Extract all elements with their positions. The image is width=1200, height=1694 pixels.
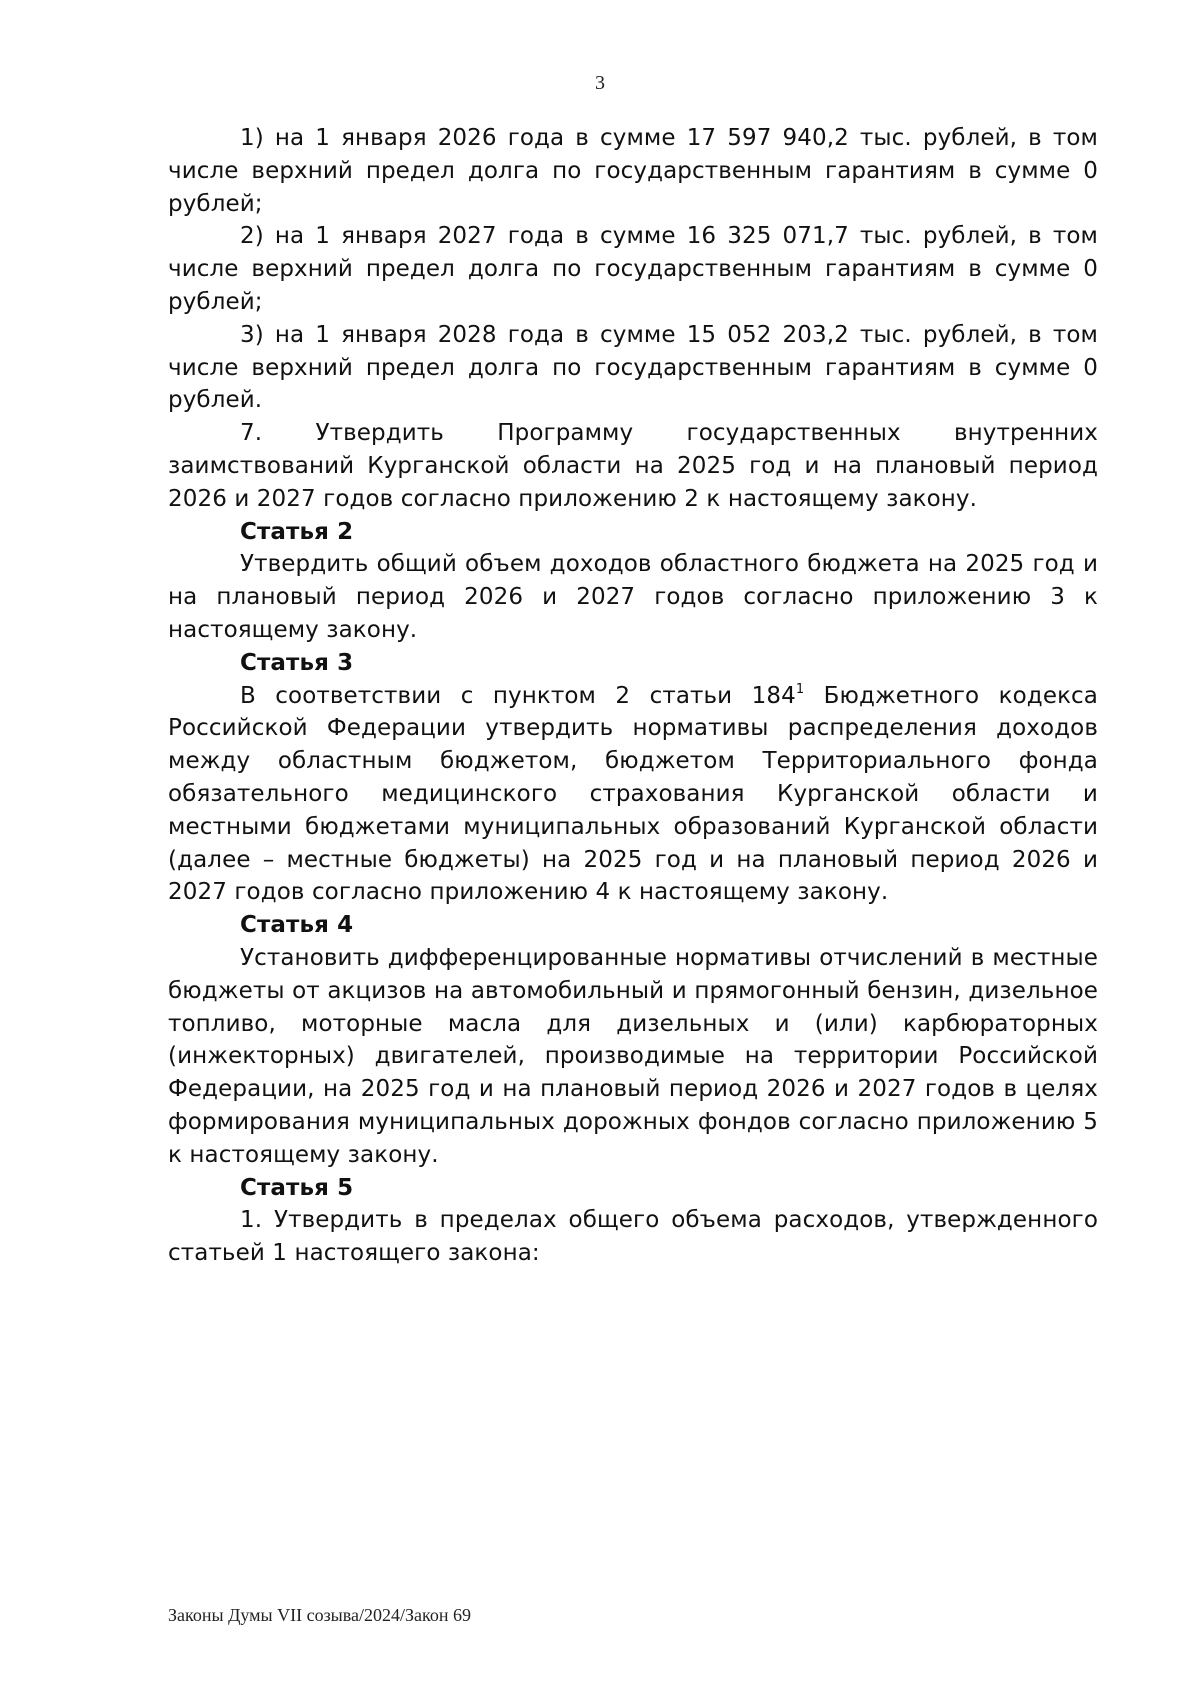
article-4-text: Установить дифференцированные нормативы отчислений в местные бюджеты от акцизов на автомобильный и прямогонный бензин, дизельное топливо, моторные масла для дизельных и (или) карбюраторных (инжекторных) двигателей, производимые на территории Российской Федерации, на 2025 год и на плановый период 2026 и 2027 годов в целях формирования муниципальных дорожных фондов согласно приложению 5 к настоящему закону. bbox=[168, 944, 1098, 1168]
footer-reference: Законы Думы VII созыва/2024/Закон 69 bbox=[168, 1605, 471, 1625]
page-number: 3 bbox=[595, 72, 605, 94]
document-body bbox=[168, 122, 1098, 1270]
article-4-heading: Статья 4 bbox=[240, 912, 354, 939]
article-2-heading: Статья 2 bbox=[240, 518, 354, 545]
item-7-paragraph: 7. Утвердить Программу государственных внутренних заимствований Курганской области на 2025 год и на плановый период 2026 и 2027 годов согласно приложению 2 к настоящему закону. bbox=[168, 420, 1098, 512]
article-3-text bbox=[168, 680, 1098, 910]
article-3-text-before: В соответствии с пунктом 2 статьи 184 bbox=[240, 682, 796, 709]
debt-item-2: 2) на 1 января 2027 года в сумме 16 325 071,7 тыс. рублей, в том числе верхний предел долга по государственным гарантиям в сумме 0 рублей; bbox=[168, 223, 1098, 315]
article-2-text: Утвердить общий объем доходов областного бюджета на 2025 год и на плановый период 2026 и 2027 годов согласно приложению 3 к настоящему закону. bbox=[168, 551, 1098, 643]
article-3-heading: Статья 3 bbox=[240, 649, 354, 676]
article-5-heading: Статья 5 bbox=[240, 1174, 354, 1201]
debt-item-1: 1) на 1 января 2026 года в сумме 17 597 940,2 тыс. рублей, в том числе верхний предел долга по государственным гарантиям в сумме 0 рублей; bbox=[168, 125, 1098, 217]
article-3-text-after: Бюджетного кодекса Российской Федерации утвердить нормативы распределения доходов между областным бюджетом, бюджетом Территориального фонда обязательного медицинского страхования Курганской области и местными бюджетами муниципальных образований Курганской области (далее – местные бюджеты) на 2025 год и на плановый период 2026 и 2027 годов согласно приложению 4 к настоящему закону. bbox=[168, 682, 1098, 906]
article-5-text: 1. Утвердить в пределах общего объема расходов, утвержденного статьей 1 настоящего закона: bbox=[168, 1207, 1098, 1267]
debt-item-3: 3) на 1 января 2028 года в сумме 15 052 203,2 тыс. рублей, в том числе верхний предел долга по государственным гарантиям в сумме 0 рублей. bbox=[168, 321, 1098, 414]
article-3-superscript: 1 bbox=[795, 681, 805, 697]
